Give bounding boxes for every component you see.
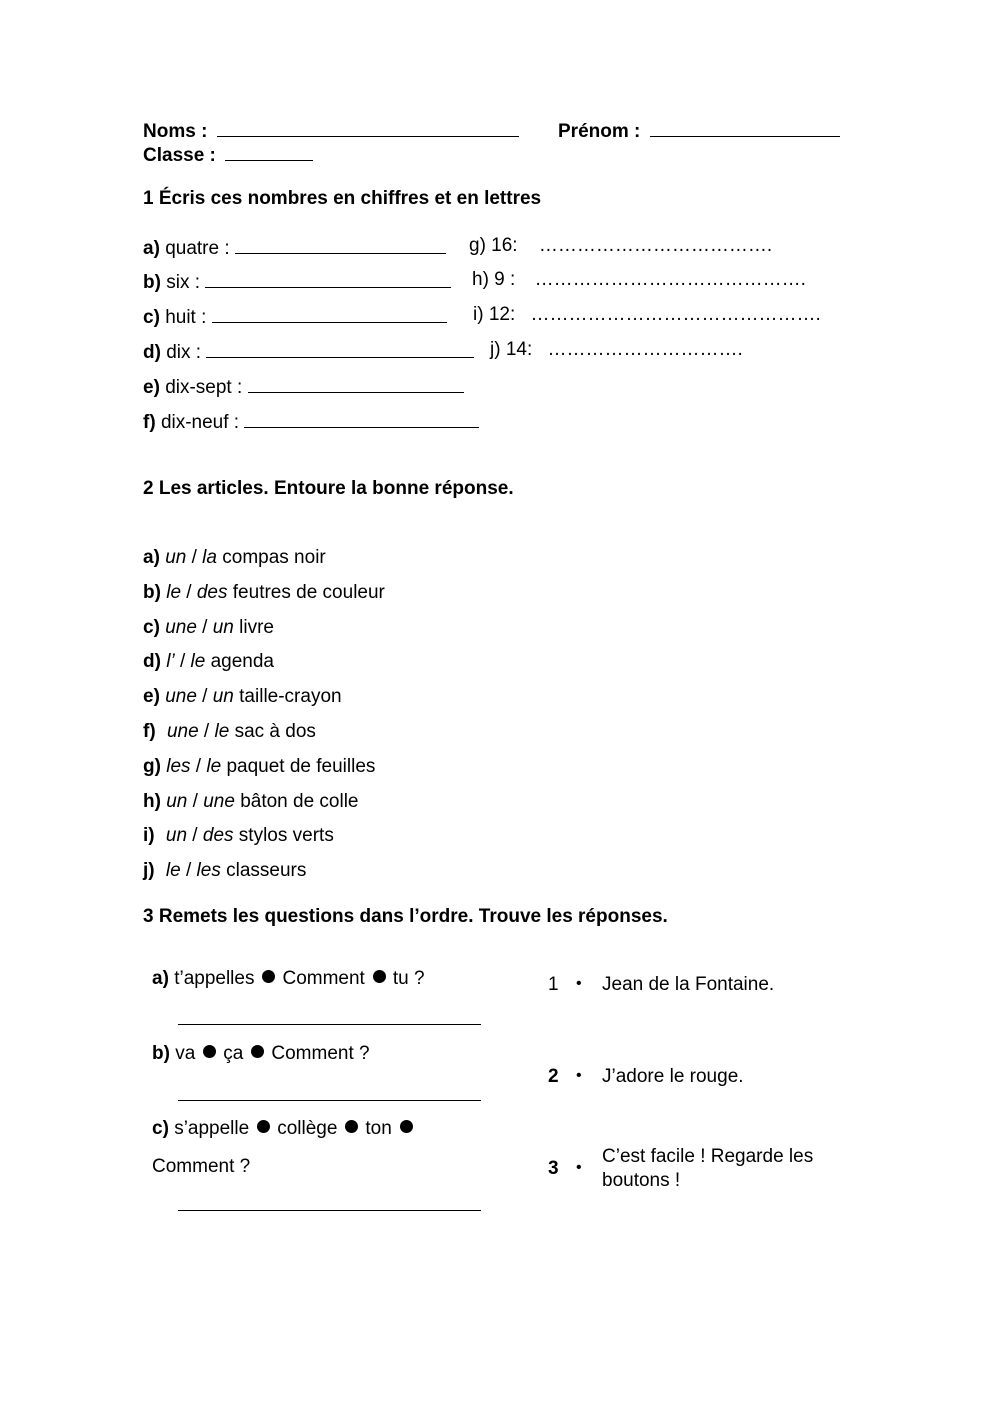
ex1-item-g (469, 235, 772, 257)
word: va (175, 1043, 196, 1064)
ex2-item: b) le / des feutres de couleur (143, 582, 385, 603)
ex3-answer-line-a[interactable] (178, 1024, 481, 1025)
prenom-input-line[interactable] (650, 118, 840, 137)
item-noun: paquet de feuilles (226, 756, 376, 777)
bullet-icon: • (576, 1159, 582, 1176)
article-option-1[interactable]: le (165, 860, 181, 881)
bullet-icon: • (576, 1067, 582, 1084)
article-option-2[interactable]: les (196, 860, 221, 881)
bullet-dot-icon (251, 1045, 264, 1058)
article-option-1[interactable]: les (166, 756, 191, 777)
exercise3-title: 3 Remets les questions dans l’ordre. Trouve les réponses. (143, 906, 668, 927)
item-label: i) 12: (473, 304, 516, 325)
word: s’appelle (174, 1118, 250, 1139)
article-option-1[interactable]: le (166, 582, 182, 603)
article-option-2[interactable]: des (196, 582, 228, 603)
answer-number: 3 (548, 1158, 559, 1179)
bullet-icon: • (576, 975, 582, 992)
item-noun: stylos verts (238, 825, 334, 846)
answer-line[interactable] (244, 409, 479, 428)
ex1-item-i (473, 304, 821, 326)
ex2-item: g) les / le paquet de feuilles (143, 756, 376, 777)
item-letter: e) (143, 377, 160, 398)
ex1-item-c (143, 304, 447, 329)
item-noun: feutres de couleur (232, 582, 385, 603)
ex1-item-j (490, 339, 743, 361)
prenom-label: Prénom : (558, 121, 641, 142)
item-letter: f) (143, 721, 156, 742)
answer-dots[interactable]: ………………………………. (538, 235, 773, 256)
item-letter: g) (143, 756, 161, 777)
item-noun: classeurs (226, 860, 307, 881)
answer-line[interactable] (235, 235, 446, 254)
item-letter: d) (143, 342, 161, 363)
answer-text-line1: C’est facile ! Regarde les (602, 1146, 814, 1167)
ex2-item: c) une / un livre (143, 617, 274, 638)
item-label: h) 9 : (472, 269, 516, 290)
item-text: dix-sept : (165, 377, 243, 398)
item-text: quatre : (165, 238, 230, 259)
item-text: dix-neuf : (160, 412, 240, 433)
article-option-2[interactable]: le (190, 651, 206, 672)
answer-line[interactable] (248, 374, 464, 393)
item-letter: a) (152, 968, 169, 989)
ex1-item-h (472, 269, 806, 291)
answer-number: 2 (548, 1066, 559, 1087)
item-letter: b) (143, 582, 161, 603)
word: t’appelles (174, 968, 255, 989)
bullet-dot-icon (262, 970, 275, 983)
classe-field (143, 142, 313, 167)
item-letter: a) (143, 238, 160, 259)
answer-dots[interactable]: ……………………………………. (534, 269, 806, 290)
item-noun: taille-crayon (239, 686, 342, 707)
item-label: j) 14: (490, 339, 533, 360)
item-letter: i) (143, 825, 155, 846)
article-option-2[interactable]: la (202, 547, 217, 568)
answer-line[interactable] (212, 304, 447, 323)
exercise1-title: 1 Écris ces nombres en chiffres et en lettres (143, 188, 542, 209)
noms-label: Noms : (143, 121, 208, 142)
item-noun: compas noir (222, 547, 326, 568)
article-option-1[interactable]: un (165, 825, 188, 846)
bullet-dot-icon (203, 1045, 216, 1058)
ex1-item-d (143, 339, 474, 364)
item-text: huit : (165, 307, 207, 328)
item-letter: a) (143, 547, 160, 568)
word: tu ? (392, 968, 425, 989)
prenom-field (558, 118, 840, 143)
article-option-1[interactable]: une (165, 617, 197, 638)
ex1-item-f (143, 409, 479, 434)
item-text: dix : (166, 342, 202, 363)
ex3-question-a (152, 968, 425, 990)
item-letter: j) (143, 860, 155, 881)
item-letter: b) (143, 272, 161, 293)
article-option-1[interactable]: l’ (166, 651, 175, 672)
item-letter: b) (152, 1043, 170, 1064)
item-noun: sac à dos (234, 721, 316, 742)
ex2-item: a) un / la compas noir (143, 547, 326, 568)
ex2-item: d) l’ / le agenda (143, 651, 274, 672)
article-option-2[interactable]: le (206, 756, 222, 777)
article-option-2[interactable]: le (214, 721, 230, 742)
item-letter: d) (143, 651, 161, 672)
word: ton (365, 1118, 392, 1139)
item-noun: agenda (210, 651, 274, 672)
bullet-dot-icon (373, 970, 386, 983)
article-option-1[interactable]: une (166, 721, 199, 742)
answer-line[interactable] (206, 339, 474, 358)
classe-input-line[interactable] (225, 142, 313, 161)
item-letter: c) (143, 617, 160, 638)
answer-dots[interactable]: ………………………………………. (530, 304, 821, 325)
item-letter: e) (143, 686, 160, 707)
article-option-2[interactable]: des (202, 825, 234, 846)
ex3-question-b (152, 1043, 370, 1065)
ex3-question-c-last-word: Comment ? (152, 1156, 251, 1177)
noms-field (143, 118, 519, 143)
item-letter: f) (143, 412, 156, 433)
item-text: six : (166, 272, 200, 293)
classe-label: Classe : (143, 145, 216, 166)
bullet-dot-icon (400, 1120, 413, 1133)
ex1-item-e (143, 374, 464, 399)
word: collège (277, 1118, 338, 1139)
bullet-dot-icon (257, 1120, 270, 1133)
article-option-1[interactable]: un (166, 791, 188, 812)
ex3-question-c (152, 1118, 420, 1140)
answer-number: 1 (548, 974, 559, 995)
item-letter: c) (143, 307, 160, 328)
item-letter: c) (152, 1118, 169, 1139)
answer-line[interactable] (205, 269, 451, 288)
answer-text: Jean de la Fontaine. (602, 974, 775, 995)
item-noun: livre (239, 617, 274, 638)
noms-input-line[interactable] (217, 118, 519, 137)
item-label: g) 16: (469, 235, 518, 256)
ex2-item: e) une / un taille-crayon (143, 686, 342, 707)
word: Comment ? (271, 1043, 370, 1064)
ex2-item: f) une / le sac à dos (143, 721, 316, 742)
item-noun: bâton de colle (240, 791, 359, 812)
answer-dots[interactable]: …………………………. (547, 339, 743, 360)
ex2-item: h) un / une bâton de colle (143, 791, 359, 812)
bullet-dot-icon (345, 1120, 358, 1133)
answer-text: J’adore le rouge. (602, 1066, 744, 1087)
ex3-answer-line-c[interactable] (178, 1210, 481, 1211)
item-letter: h) (143, 791, 161, 812)
article-option-2[interactable]: une (203, 791, 235, 812)
answer-text-line2: boutons ! (602, 1170, 681, 1191)
article-option-1[interactable]: un (165, 547, 187, 568)
exercise2-title: 2 Les articles. Entoure la bonne réponse. (143, 478, 514, 499)
ex1-item-b (143, 269, 451, 294)
article-option-2[interactable]: un (212, 686, 234, 707)
word: ça (223, 1043, 244, 1064)
ex2-item: i) un / des stylos verts (143, 825, 334, 846)
word: Comment (282, 968, 365, 989)
article-option-2[interactable]: un (212, 617, 234, 638)
ex3-answer-1 (548, 974, 559, 996)
article-option-1[interactable]: une (165, 686, 197, 707)
ex3-answer-line-b[interactable] (178, 1100, 481, 1101)
ex1-item-a (143, 235, 446, 260)
ex2-item: j) le / les classeurs (143, 860, 307, 881)
